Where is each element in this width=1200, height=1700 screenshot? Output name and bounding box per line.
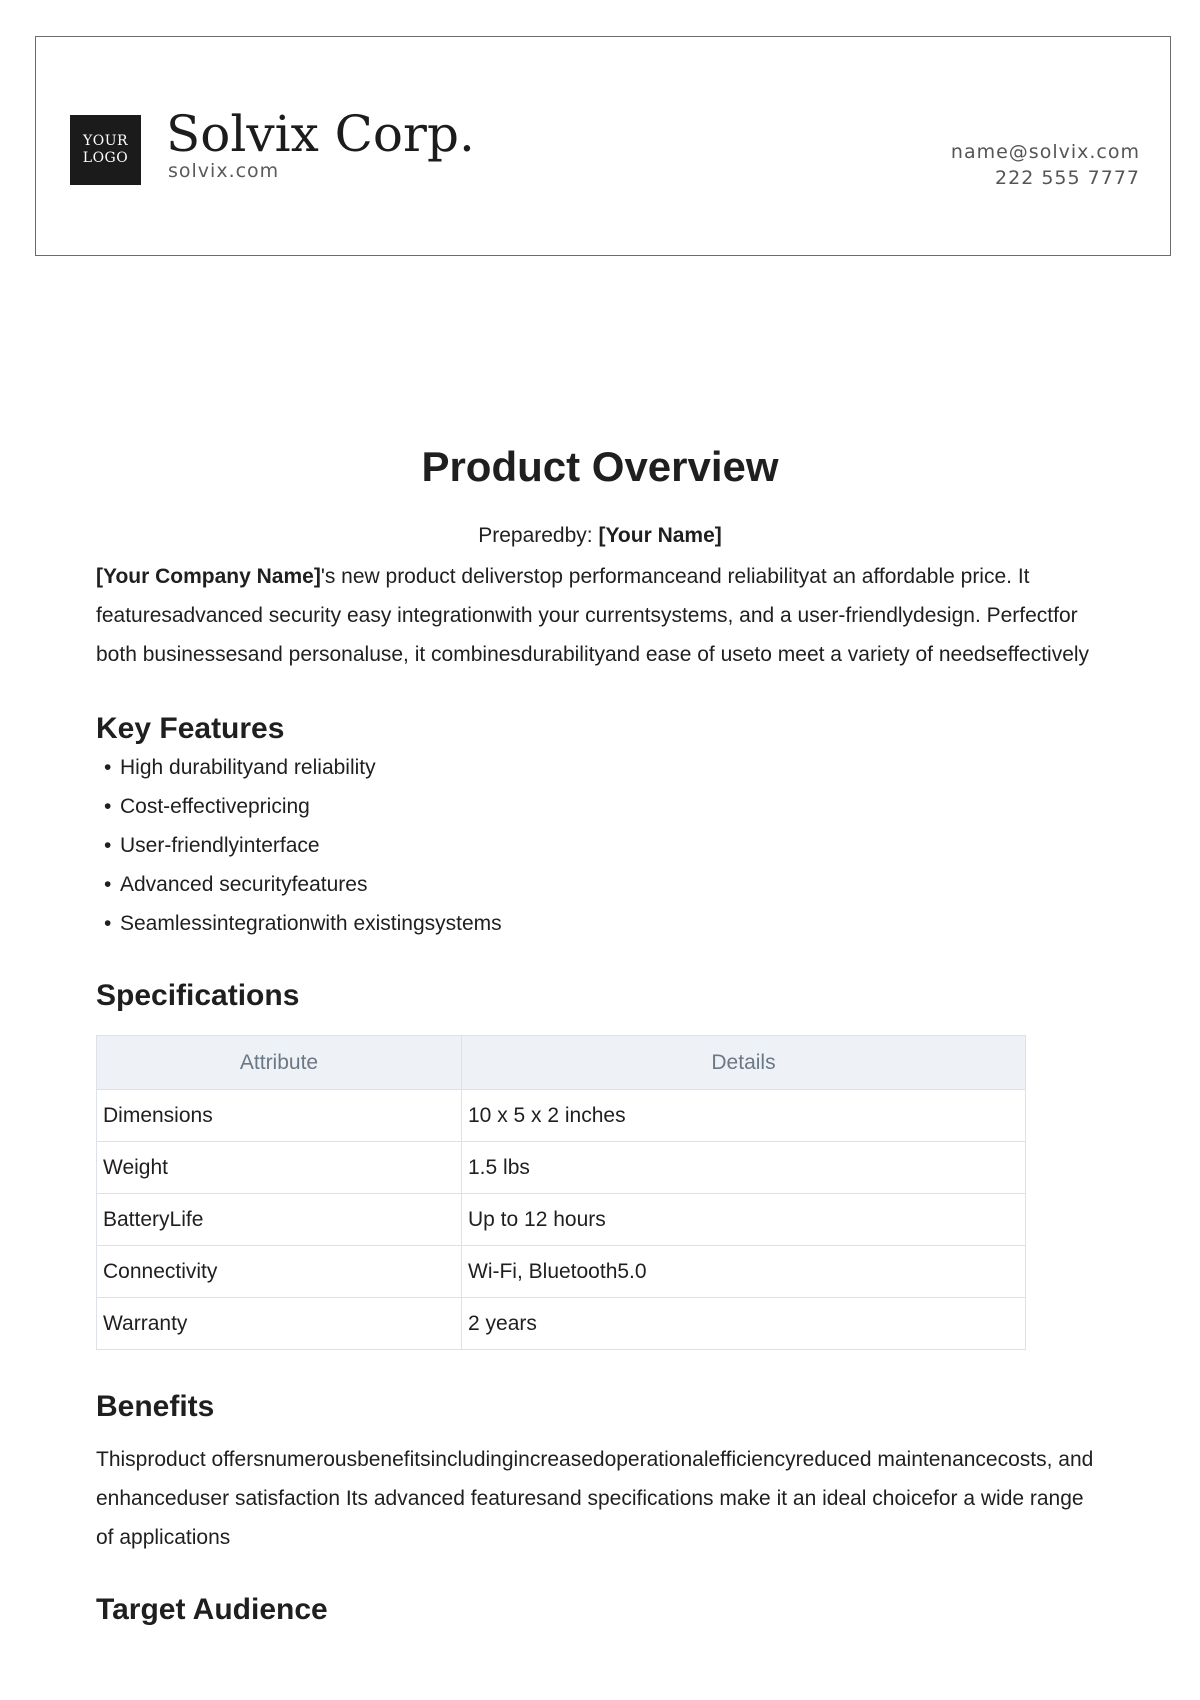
contact-block xyxy=(951,139,1140,191)
table-row xyxy=(97,1194,1026,1246)
table-cell: BatteryLife xyxy=(97,1194,462,1246)
benefits-paragraph: Thisproduct offersnumerousbenefitsincludingincreasedoperationalefficiencyreduced maintenancecosts, and enhanceduser satisfaction Its advanced featuresand specifications make it an ideal choicefor a wide range of applications xyxy=(96,1448,1094,1549)
logo-line-1: YOUR xyxy=(82,133,129,149)
table-row xyxy=(97,1246,1026,1298)
table-cell: Wi-Fi, Bluetooth5.0 xyxy=(462,1246,1026,1298)
table-row xyxy=(97,1142,1026,1194)
table-row xyxy=(97,1298,1026,1350)
list-item: • Seamlessintegrationwith existingsystems xyxy=(104,912,502,935)
contact-email[interactable]: name@solvix.com xyxy=(950,141,1140,163)
column-header-details: Details xyxy=(462,1036,1026,1090)
table-cell: Connectivity xyxy=(97,1246,462,1298)
list-item: • High durabilityand reliability xyxy=(104,756,376,779)
table-cell: Dimensions xyxy=(97,1090,462,1142)
intro-paragraph xyxy=(96,557,1106,674)
specifications-table xyxy=(96,1035,1026,1350)
prepared-by-name: [Your Name] xyxy=(598,524,722,547)
column-header-attribute: Attribute xyxy=(97,1036,462,1090)
list-item: • User-friendlyinterface xyxy=(104,834,320,857)
intro-company-name: [Your Company Name] xyxy=(96,565,321,588)
table-cell: Up to 12 hours xyxy=(462,1194,1026,1246)
document-title: Product Overview xyxy=(421,443,779,490)
table-cell: Weight xyxy=(97,1142,462,1194)
company-logo xyxy=(70,115,141,185)
table-cell: 2 years xyxy=(462,1298,1026,1350)
prepared-by xyxy=(0,522,1200,550)
intro-text: 's new product deliverstop performanceand reliabilityat an affordable price. It featuresadvanced security easy integrationwith your currentsystems, and a user-friendlydesign. Perfectfor both businessesand personaluse, it combinesdurabilityand ease of useto meet a variety of needseffectively xyxy=(96,565,1090,666)
benefits-heading: Benefits xyxy=(96,1390,215,1423)
key-features-list xyxy=(96,748,1106,943)
specifications-heading: Specifications xyxy=(96,979,300,1012)
letterhead xyxy=(35,36,1171,256)
key-features-heading: Key Features xyxy=(96,712,285,745)
target-audience-heading: Target Audience xyxy=(96,1593,328,1626)
table-cell: Warranty xyxy=(97,1298,462,1350)
table-cell: 10 x 5 x 2 inches xyxy=(462,1090,1026,1142)
contact-phone: 222 555 7777 xyxy=(995,167,1140,189)
table-row xyxy=(97,1090,1026,1142)
list-item: • Cost-effectivepricing xyxy=(104,795,310,818)
list-item: • Advanced securityfeatures xyxy=(104,873,368,896)
company-name: Solvix Corp. xyxy=(166,105,475,163)
logo-line-2: LOGO xyxy=(82,150,129,166)
prepared-by-label: Preparedby: xyxy=(478,524,593,547)
table-header-row xyxy=(97,1036,1026,1090)
document-body xyxy=(96,557,1106,1629)
company-website[interactable]: solvix.com xyxy=(168,160,280,182)
table-cell: 1.5 lbs xyxy=(462,1142,1026,1194)
